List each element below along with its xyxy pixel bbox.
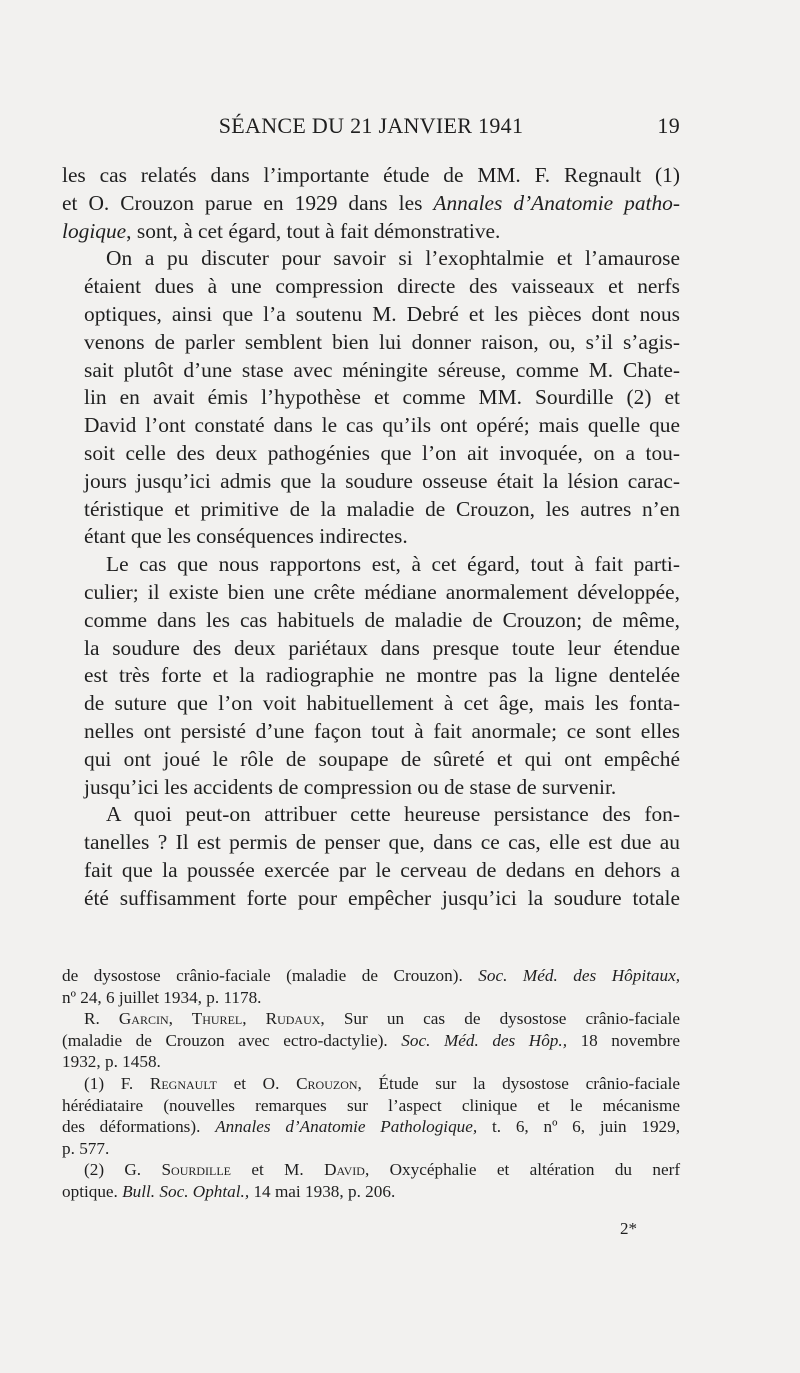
footnote-line	[62, 1116, 680, 1138]
signature-mark: 2*	[620, 1219, 637, 1238]
text-line: On a pu discuter pour savoir si l’exophtalmie et l’amaurose	[106, 246, 680, 271]
footnote-line: nº 24, 6 juillet 1934, p. 1178.	[62, 987, 262, 1007]
journal-title-italic: Soc. Méd. des Hôp.,	[401, 1030, 567, 1050]
text-line: été suffisamment forte pour empêcher jusqu’ici la soudure totale	[84, 885, 680, 910]
footnote-line	[62, 1030, 680, 1052]
paragraph-4	[62, 801, 680, 912]
text-line: et O. Crouzon parue en 1929 dans les Annales d’Anatomie patho-	[62, 190, 680, 215]
journal-title-italic: logique	[62, 218, 127, 243]
footnote-text: de dysostose crânio-faciale (maladie de Crouzon).	[62, 966, 463, 985]
footnote-text: t. 6, nº 6, juin 1929,	[491, 1117, 681, 1137]
paragraph-2	[62, 245, 680, 551]
footnote-text: et O.	[233, 1073, 280, 1093]
text-line: fait que la poussée exercée par le cerveau de dedans en dehors a	[84, 857, 680, 882]
footnote-line: p. 577.	[62, 1138, 110, 1158]
footnote-line: hérédiataire (nouvelles remarques sur l’aspect clinique et le mécanisme	[62, 1095, 680, 1115]
paragraph-3	[62, 551, 680, 801]
text-line: étant que les conséquences indirectes.	[84, 524, 408, 549]
paragraph-1	[62, 162, 680, 245]
page-header-title: SÉANCE DU 21 JANVIER 1941	[218, 113, 524, 138]
text-line: jours jusqu’ici admis que la soudure osseuse était la lésion carac-	[84, 468, 680, 493]
text-line: jusqu’ici les accidents de compression ou de stase de survenir.	[84, 774, 617, 799]
text-line: téristique et primitive de la maladie de Crouzon, les autres n’en	[84, 496, 680, 521]
footnote-line: 1932, p. 1458.	[62, 1052, 161, 1072]
running-header	[62, 113, 680, 145]
footnote-text: 14 mai 1938, p. 206.	[253, 1181, 396, 1201]
text-line: est très forte et la radiographie ne montre pas la ligne dentelée	[84, 663, 680, 688]
text-line: optiques, ainsi que l’a soutenu M. Debré et les pièces dont nous	[84, 301, 680, 326]
footnote-line	[62, 1008, 680, 1030]
footnote-line	[62, 965, 680, 987]
text-line: les cas relatés dans l’importante étude de MM. F. Regnault (1)	[62, 163, 680, 187]
journal-title-italic: Bull. Soc. Ophtal.,	[122, 1181, 250, 1201]
author-name: Regnault	[149, 1073, 217, 1093]
body-text	[62, 162, 680, 913]
footnote-text: optique.	[62, 1181, 118, 1201]
text-line: culier; il existe bien une crête médiane anormalement développée,	[84, 579, 680, 604]
author-names: R. Garcin, Thurel, Rudaux,	[84, 1009, 325, 1029]
footnote-text: (maladie de Crouzon avec ectro-dactylie).	[62, 1030, 388, 1050]
text-line: logique, sont, à cet égard, tout à fait démonstrative.	[62, 218, 501, 243]
text-line: Le cas que nous rapportons est, à cet égard, tout à fait parti-	[106, 552, 680, 577]
text-line: David l’ont constaté dans le cas qu’ils ont opéré; mais quelle que	[84, 413, 680, 438]
footnote-text: et M.	[251, 1160, 304, 1180]
author-name: Sourdille	[161, 1160, 232, 1180]
text-line: sait plutôt d’une stase avec méningite séreuse, comme M. Chate-	[84, 357, 680, 382]
journal-title-italic: Annales d’Anatomie patho-	[433, 190, 680, 215]
journal-title-italic: Soc. Méd. des Hôpitaux,	[478, 966, 680, 985]
footnote-text: Étude sur la dysostose crânio-faciale	[378, 1073, 681, 1093]
footnote-text: Sur un cas de dysostose crânio-faciale	[343, 1009, 680, 1029]
text-line: tanelles ? Il est permis de penser que, dans ce cas, elle est due au	[84, 830, 680, 855]
text-line: comme dans les cas habituels de maladie de Crouzon; de même,	[84, 607, 680, 632]
text-line: soit celle des deux pathogénies que l’on ait invoquée, on a tou-	[84, 440, 680, 465]
text-line: venons de parler semblent bien lui donner raison, ou, s’il s’agis-	[84, 329, 680, 354]
footnote-text: Oxycéphalie et altération du nerf	[389, 1160, 681, 1180]
text-line: qui ont joué le rôle de soupape de sûreté et qui ont empêché	[84, 746, 680, 771]
author-name: Crouzon,	[296, 1073, 362, 1093]
footnote-line	[62, 1181, 680, 1203]
text-line: étaient dues à une compression directe des vaisseaux et nerfs	[84, 274, 680, 299]
author-name: David,	[324, 1160, 370, 1180]
footnote-line	[62, 1159, 680, 1181]
text-line: de suture que l’on voit habituellement à cet âge, mais les fonta-	[84, 691, 680, 716]
page-number: 19	[657, 113, 680, 138]
footnote-line	[62, 1073, 680, 1095]
text-line: nelles ont persisté d’une façon tout à fait anormale; ce sont elles	[84, 718, 680, 743]
footnote-mark: (1) F.	[84, 1073, 134, 1093]
footnote-text: 18 novembre	[580, 1030, 681, 1050]
text-line: la soudure des deux pariétaux dans presque toute leur étendue	[84, 635, 680, 660]
footnote-text: des déformations).	[62, 1117, 201, 1137]
journal-title-italic: Annales d’Anatomie Pathologique,	[215, 1117, 478, 1137]
text-line: lin en avait émis l’hypothèse et comme MM. Sourdille (2) et	[84, 385, 680, 410]
text-line: A quoi peut-on attribuer cette heureuse persistance des fon-	[106, 802, 680, 827]
footnotes	[62, 965, 680, 1203]
footnote-mark: (2) G.	[84, 1160, 142, 1180]
